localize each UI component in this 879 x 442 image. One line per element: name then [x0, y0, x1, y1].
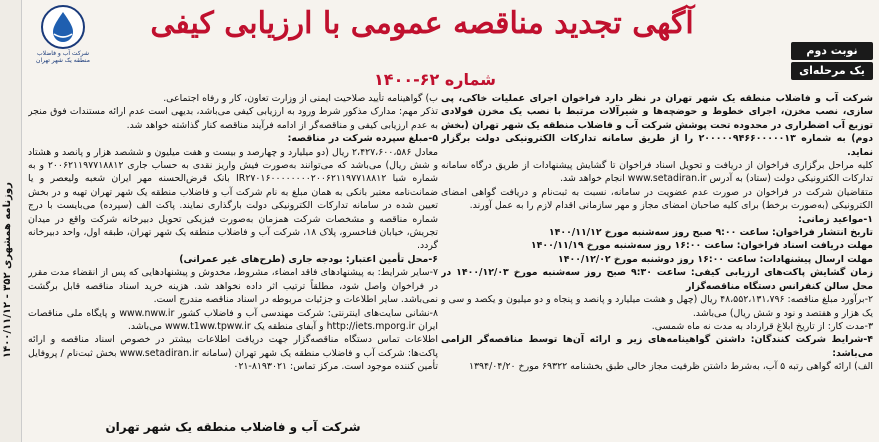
right-column — [441, 92, 873, 422]
side-strip-text: روزنامه همشهری ۳۵۲ - ۱۴۰۰/۱۱/۱۲ — [2, 182, 13, 358]
paragraph: ۲-برآورد مبلغ مناقصه: ۴۸،۵۵۲،۱۳۱،۷۹۶ ریال (چهل و هشت میلیارد و پانصد و پنجاه و دو میلیون و یکصد و سی و یک هزار و هفتصد و نود و شش ریال) می‌باشد. — [441, 294, 873, 319]
paragraph: ۳-مدت کار: از تاریخ ابلاغ قرارداد به مدت نه ماه شمسی. — [651, 320, 873, 332]
tender-number: شماره ۶۲-۱۴۰۰ — [374, 70, 496, 89]
paragraph: ۷-سایر شرایط: به پیشنهادهای فاقد امضاء، مشروط، مخدوش و پیشنهادهایی که پس از انقضاء مدت مقرر در فراخوان واصل شود، مطلقاً ترتیب اثر داده نخواهد شد. هزینه خرید اسناد مناقصه قابل برگشت نمی‌باشد. سایر اطلاعات و جزئیات مربوطه در اسناد مناقصه مندرج است. — [28, 267, 438, 306]
round-badge: نوبت دوم — [791, 42, 873, 60]
paragraph: اطلاعات تماس دستگاه مناقصه‌گزار جهت دریافت اطلاعات بیشتر در خصوص اسناد مناقصه و ارائه پاکت‌ها: شرکت آب و فاضلاب منطقه یک شهر تهران (سامانه www.setadiran.ir بخش ثبت‌نام / پروفایل تأمین کننده موجود است. مرکز تماس: ۸۱۹۳۰۲۱-۰۲۱ — [28, 334, 438, 373]
page-title: آگهی تجدید مناقصه عمومی با ارزیابی کیفی — [150, 6, 694, 41]
stage-badge: یک مرحله‌ای — [791, 62, 873, 80]
paragraph: الف) ارائه گواهی رتبه ۵ آب، به‌شرط داشتن ظرفیت مجاز خالی طبق بخشنامه ۶۹۳۲۲ مورخ ۱۳۹۴/۰۴/۲۰ — [468, 361, 873, 373]
company-logo — [26, 4, 100, 68]
water-drop-icon — [40, 4, 86, 50]
logo-caption-2: منطقه یک شهر تهران — [36, 57, 90, 64]
section-heading: ۵-مبلغ سپرده شرکت در مناقصه: — [287, 133, 438, 145]
paragraph: ۸-نشانی سایت‌های اینترنتی: شرکت مهندسی آب و فاضلاب کشور www.nww.ir و پایگاه ملی مناقصات ایران http://iets.mporg.ir و آبفای منطقه یک www.t1ww.tpww.ir می‌باشد. — [28, 307, 438, 332]
left-column — [28, 92, 438, 422]
paragraph: متقاضیان شرکت در فراخوان در صورت عدم عضویت در سامانه، نسبت به ثبت‌نام و دریافت گواهی امضای الکترونیکی (به‌صورت برخط) برای کلیه صاحبان امضای مجاز و مهر سازمانی اقدام لازم را به عمل آورند. — [441, 186, 873, 212]
paragraph: معادل ۲،۴۲۷،۶۰۰،۵۸۶ ریال (دو میلیارد و چهارصد و بیست و هفت میلیون و ششصد هزار و پانصد و هشتاد و شش ریال) می‌باشد که می‌توانند به‌صورت فیش واریز نقدی به حساب جاری ۲۰۰۶۲۱۱۹۷۷۱۸۸۱۲ و به شماره شبا IR۲۷۰۱۶۰۰۰۰۰۰۰۰۲۰۰۶۲۱۱۹۷۷۱۸۸۱۲ بانک قرض‌الحسنه مهر ایران شعبه ولیعصر و یا ضمانت‌نامه معتبر بانکی به همان مبلغ به نام شرکت آب و فاضلاب منطقه یک شهر تهران تهیه و در بخش تعیین شده در سامانه تدارکات الکترونیکی دولت بارگذاری نمایند. پاکت الف (سپرده) می‌بایست با درج شماره مناقصه و مشخصات شرکت همزمان به‌صورت فیزیکی تحویل دبیرخانه شرکت واقع در میدان تجریش، خیابان فناخسرو، پلاک ۱۸، شرکت آب و فاضلاب منطقه یک شهر تهران، طبقه اول، واحد دبیرخانه گردد. — [28, 146, 438, 252]
paragraph: ۴-شرایط شرکت کنندگان: داشتن گواهینامه‌های زیر و ارائه آن‌ها توسط مناقصه‌گر الزامی می‌باشد: — [441, 334, 873, 359]
paragraph: ب) گواهینامه تأیید صلاحیت ایمنی از وزارت تعاون، کار و رفاه اجتماعی. — [163, 93, 438, 104]
logo-caption-1: شرکت آب و فاضلاب — [36, 50, 90, 57]
section-heading: ۱-مواعید زمانی: — [798, 213, 873, 225]
footer-company-name: شرکت آب و فاضلاب منطقه یک شهر تهران — [105, 420, 361, 434]
paragraph: تذکر مهم: مدارک مذکور شرط ورود به ارزیابی کیفی می‌باشد، بدیهی است عدم ارائه مستندات فوق منجر به عدم ارزیابی کیفی و مناقصه‌گر از ادامه فرآیند مناقصه کنار گذاشته خواهد شد. — [28, 106, 438, 131]
paragraph: تاریخ انتشار فراخوان: ساعت ۹:۰۰ صبح روز سه‌شنبه مورخ ۱۴۰۰/۱۱/۱۲ — [548, 227, 873, 239]
paragraph: زمان گشایش پاکت‌های ارزیابی کیفی: ساعت ۹:۳۰ صبح روز سه‌شنبه مورخ ۱۴۰۰/۱۲/۰۳ در محل سالن کنفرانس دستگاه مناقصه‌گزار — [441, 267, 873, 292]
section-heading: ۶-محل تأمین اعتبار: بودجه جاری (طرح‌های غیر عمرانی) — [179, 253, 438, 265]
paragraph: کلیه مراحل برگزاری فراخوان از دریافت و تحویل اسناد فراخوان تا گشایش پیشنهادات از طریق درگاه سامانه تدارکات الکترونیکی دولت (ستاد) به آدرس www.setadiran.ir انجام خواهد شد. — [441, 160, 873, 185]
paragraph: شرکت آب و فاضلاب منطقه یک شهر تهران در نظر دارد فراخوان اجرای عملیات خاکی، پی سازی، نصب مخزن، اجرای خطوط و حوضچه‌ها و شیرآلات مرتبط با نصب یک مخزن فولادی توزیع آب اضطراری در محدوده تحت پوشش شرکت آب و فاضلاب منطقه یک شهر تهران (بخش دوم) به شماره ۲۰۰۰۰۰۹۴۶۶۰۰۰۰۰۱۳ را از طریق سامانه تدارکات الکترونیکی دولت برگزار نماید. — [441, 93, 873, 158]
paragraph: مهلت دریافت اسناد فراخوان: ساعت ۱۶:۰۰ روز سه‌شنبه مورخ ۱۴۰۰/۱۱/۱۹ — [530, 240, 873, 252]
paragraph: مهلت ارسال پیشنهادات: ساعت ۱۶:۰۰ روز دوشنبه مورخ ۱۴۰۰/۱۲/۰۲ — [558, 253, 873, 265]
side-strip — [0, 0, 22, 442]
